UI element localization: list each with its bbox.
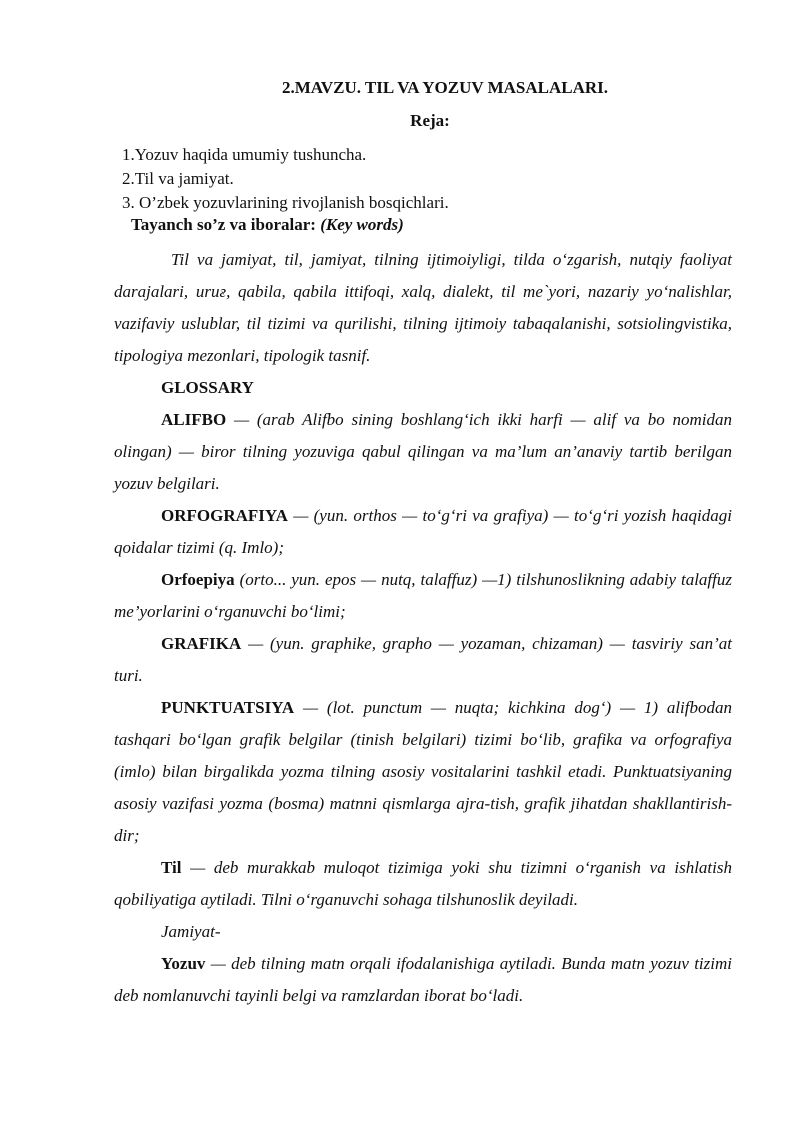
glossary-definition: — deb murakkab muloqot tizimiga yoki shu tizimni o‘rganish va ishlatish qobiliyatiga aytiladi. Tilni o‘rganuvchi sohaga tilshunoslik deyiladi. — [114, 858, 732, 909]
glossary-entry — [114, 916, 732, 948]
glossary-entry — [114, 628, 732, 692]
glossary-definition: — (yun. orthos — to‘g‘ri va grafiya) — to‘g‘ri yozish haqidagi qoidalar tizimi (q. Imlo); — [114, 506, 732, 557]
glossary-definition: Jamiyat- — [161, 922, 221, 941]
glossary-term: Orfoepiya — [161, 570, 235, 589]
glossary-term: Yozuv — [161, 954, 206, 973]
document-body — [114, 244, 732, 1012]
glossary-term: GRAFIKA — [161, 634, 242, 653]
keywords-heading-label: Tayanch so’z va iboralar: — [131, 215, 321, 234]
glossary-entry — [114, 404, 732, 500]
page-title: 2.MAVZU. TIL VA YOZUV MASALALARI. — [281, 78, 609, 97]
glossary-entry — [114, 564, 732, 628]
plan-item: 3. O’zbek yozuvlarining rivojlanish bosqichlari. — [122, 193, 449, 212]
glossary-entry — [114, 948, 732, 1012]
plan-list — [122, 143, 449, 215]
glossary-term: Til — [161, 858, 182, 877]
glossary-heading: GLOSSARY — [161, 378, 254, 397]
glossary-definition: — (arab Alifbo sining boshlang‘ich ikki harfi — alif va bo nomidan olingan) — biror tilning yozuviga qabul qilingan va ma’lum an’anaviy tartib berilgan yozuv belgilari. — [114, 410, 732, 493]
plan-item: 1.Yozuv haqida umumiy tushuncha. — [122, 145, 367, 164]
glossary-definition: — (lot. punctum — nuqta; kichkina dog‘) — 1) alifbodan tashqari bo‘lgan grafik belgilar (tinish belgilari) tizimi bo‘lib, grafika va orfografiya (imlo) bilan birgalikda yozma tilning asosiy vositalarini tashkil etadi. Punktuatsiyaning asosiy vazifasi yozma (bosma) matnni qismlarga ajra-tish, grafik jihatdan shakllantirish-dir; — [114, 698, 732, 845]
plan-heading: Reja: — [410, 111, 450, 130]
glossary-definition: (orto... yun. epos — nutq, talaffuz) —1) tilshunoslikning adabiy talaffuz me’yorlarini o‘rganuvchi bo‘limi; — [114, 570, 732, 621]
glossary-term: ORFOGRAFIYA — [161, 506, 288, 525]
glossary-entry — [114, 852, 732, 916]
glossary-definition: — (yun. graphike, grapho — yozaman, chizaman) — tasviriy san’at turi. — [114, 634, 732, 685]
keywords-paragraph: Til va jamiyat, til, jamiyat, tilning ijtimoiyligi, tilda o‘zgarish, nutqiy faoliyat darajalari, uruғ, qabila, qabila ittifoqi, xalq, dialekt, til me`yori, nazariy yo‘nalishlar, vazifaviy uslublar, til tizimi va qurilishi, tilning ijtimoiy tabaqalanishi, sotsiolingvistika, tipologiya mezonlari, tipologik tasnif. — [114, 250, 732, 365]
glossary-definition: — deb tilning matn orqali ifodalanishiga aytiladi. Bunda matn yozuv tizimi deb nomlanuvchi tayinli belgi va ramzlardan iborat bo‘ladi. — [114, 954, 732, 1005]
glossary-entry — [114, 692, 732, 852]
plan-item: 2.Til va jamiyat. — [122, 169, 234, 188]
keywords-heading — [131, 215, 404, 235]
keywords-heading-en: (Key words) — [320, 215, 404, 234]
glossary-term: PUNKTUATSIYA — [161, 698, 295, 717]
glossary-term: ALIFBO — [161, 410, 227, 429]
glossary-entry — [114, 500, 732, 564]
